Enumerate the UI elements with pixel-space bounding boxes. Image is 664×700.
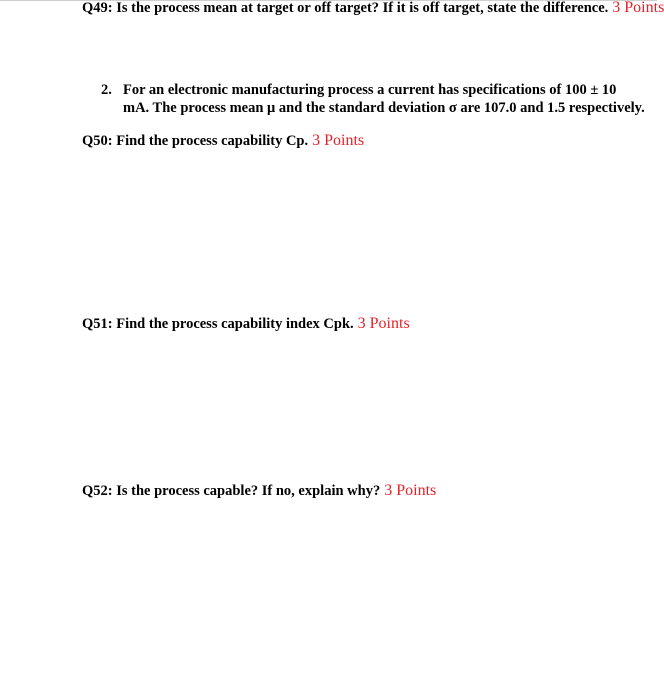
question-q52	[82, 482, 436, 500]
question-q49-points: 3 Points	[612, 0, 664, 16]
question-q49-text: Q49: Is the process mean at target or off target? If it is off target, state the difference.	[82, 0, 609, 16]
question-q51-points: 3 Points	[357, 315, 410, 332]
question-q50	[82, 132, 364, 150]
problem-statement	[101, 81, 646, 117]
problem-number: 2.	[101, 82, 112, 98]
question-q52-text: Q52: Is the process capable? If no, explain why?	[82, 483, 381, 499]
question-q49	[82, 0, 664, 17]
problem-text: For an electronic manufacturing process a current has specifications of 100 ± 10 mA. The process mean μ and the standard deviation σ are 107.0 and 1.5 respectively.	[123, 82, 645, 116]
question-q50-text: Q50: Find the process capability Cp.	[82, 133, 309, 149]
question-q51	[82, 315, 410, 333]
question-q51-text: Q51: Find the process capability index Cpk.	[82, 316, 354, 332]
question-q52-points: 3 Points	[384, 482, 437, 499]
question-q50-points: 3 Points	[312, 132, 365, 149]
